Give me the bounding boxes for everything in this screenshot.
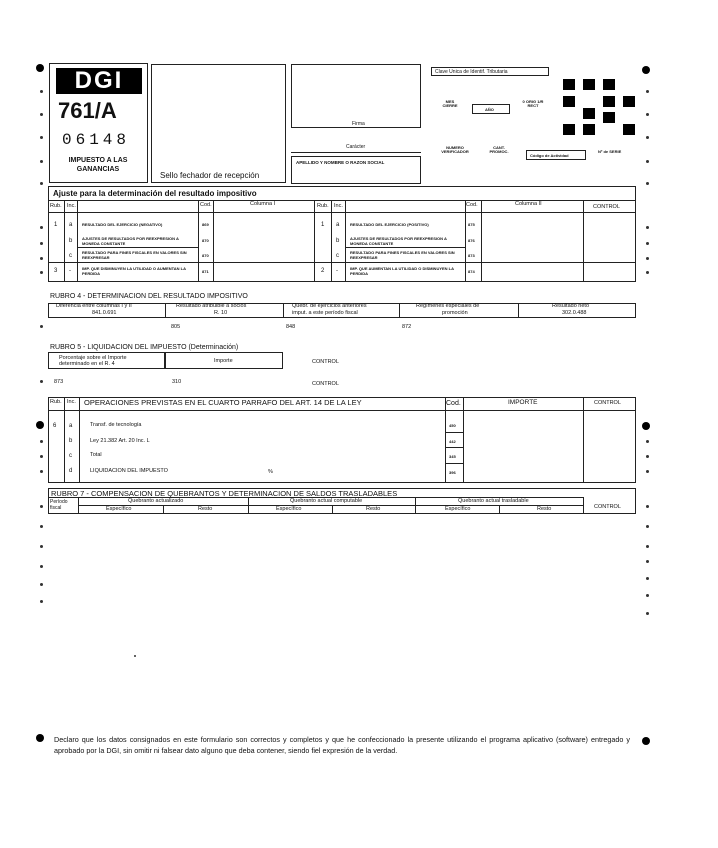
form-serial: 06148 <box>62 131 131 149</box>
rubro7-group1: Quebranto actualizado <box>128 498 184 504</box>
rubro7-especifico-2: Específico <box>276 506 302 512</box>
dgi-logo <box>56 68 142 94</box>
punch-hole-mid-left <box>36 421 44 429</box>
stamp-label: Sello fechador de recepción <box>160 171 260 180</box>
rubro5-title: RUBRO 5 - LIQUIDACION DEL IMPUESTO (Determinación) <box>50 344 239 351</box>
operaciones-col-importe: IMPORTE <box>508 399 538 406</box>
orig-rect-label: 0 ORIG 1/R RECT <box>522 99 544 108</box>
caracter-label: Carácter <box>346 144 366 150</box>
firma-box <box>291 64 421 128</box>
ajuste-title: Ajuste para la determinación del resultado impositivo <box>53 189 257 198</box>
operaciones-col-inc: Inc. <box>67 399 76 405</box>
n-serie-label: Nº de SERIE <box>598 149 622 154</box>
rubro4-title: RUBRO 4 - DETERMINACION DEL RESULTADO IMPOSITIVO <box>50 293 248 300</box>
mes-cierre-label: MES CIERRE <box>442 99 458 108</box>
codigo-actividad-label: Código de Actividad <box>530 153 569 158</box>
operaciones-col-rub: Rub. <box>50 399 62 405</box>
ajuste-col-cod-right: Cod. <box>466 202 478 208</box>
rubro7-resto-1: Resto <box>198 506 213 512</box>
ajuste-col-rub-left: Rub. <box>50 203 62 209</box>
codigo-actividad-box <box>526 150 586 160</box>
rut-label: Clave Unica de Identif. Tributaria <box>435 69 508 75</box>
firma-label: Firma <box>352 121 365 127</box>
operaciones-col-control: CONTROL <box>594 400 621 406</box>
anio-box <box>472 104 510 114</box>
rubro7-group3: Quebranto actual trasladable <box>458 498 529 504</box>
name-label: APELLIDO Y NOMBRE O RAZON SOCIAL <box>296 160 385 165</box>
form-title: IMPUESTO A LAS GANANCIAS <box>68 157 128 173</box>
punch-hole-top-left <box>36 64 44 72</box>
rubro5-control-label: CONTROL <box>312 359 339 365</box>
form-number: 761/A <box>58 98 117 123</box>
rubro5-code-left: 873 <box>54 379 64 385</box>
anio-label: AÑO <box>485 107 494 112</box>
cant-promoc-label: CANT. PROMOC. <box>489 145 509 154</box>
ajuste-col-columna2: Columna II <box>515 201 542 207</box>
ajuste-col-inc-left: Inc. <box>67 203 76 209</box>
rubro7-especifico-3: Específico <box>445 506 471 512</box>
punch-hole-top-right <box>642 66 650 74</box>
declaration-text: Declaro que los datos consignados en este formulario son correctos y completos y que he confeccionado la presente utilizando el programa aplicativo (software) entregado y aprobado por la DGI, sin omitir ni falsear dato alguno que deba contener, siendo fiel expresión de la verdad. <box>54 735 630 755</box>
rubro5-importe-box <box>165 352 283 369</box>
punch-hole-mid-right <box>642 422 650 430</box>
punch-hole-bottom-right <box>642 737 650 745</box>
ajuste-col-control: CONTROL <box>593 204 620 210</box>
rubro5-code-mid: 310 <box>172 379 182 385</box>
numero-verificador-label: NUMERO VERIFICADOR <box>441 145 469 154</box>
rubro5-control-label2: CONTROL <box>312 381 339 387</box>
rubro7-title: RUBRO 7 - COMPENSACION DE QUEBRANTOS Y DETERMINACION DE SALDOS TRASLADABLES <box>51 489 398 498</box>
operaciones-title: OPERACIONES PREVISTAS EN EL CUARTO PARRAFO DEL ART. 14 DE LA LEY <box>84 398 362 407</box>
rut-label-box <box>431 67 549 76</box>
rubro5-porcentaje-label: Porcentaje sobre el Importe determinado en el R. 4 <box>59 355 127 367</box>
rubro5-importe-label: Importe <box>214 358 233 364</box>
logo-block <box>49 63 148 183</box>
rubro7-resto-3: Resto <box>537 506 552 512</box>
operaciones-col-cod: Cod. <box>446 400 461 407</box>
ajuste-col-inc-right: Inc. <box>334 203 343 209</box>
rubro7-resto-2: Resto <box>366 506 381 512</box>
ajuste-col-rub-right: Rub. <box>317 203 329 209</box>
rubro7-control: CONTROL <box>594 504 621 510</box>
rubro7-especifico-1: Específico <box>106 506 132 512</box>
dgi-logo-text: DGI <box>74 67 124 94</box>
name-box <box>291 156 421 184</box>
stamp-box <box>151 64 286 183</box>
punch-hole-bottom-left <box>36 734 44 742</box>
rubro5-porcentaje-box <box>48 352 165 369</box>
rubro7-group2: Quebranto actual computable <box>290 498 363 504</box>
ajuste-col-cod-left: Cod. <box>200 202 212 208</box>
ajuste-col-columna1: Columna I <box>250 201 276 207</box>
rubro7-periodo-fiscal: Período fiscal <box>50 499 68 511</box>
